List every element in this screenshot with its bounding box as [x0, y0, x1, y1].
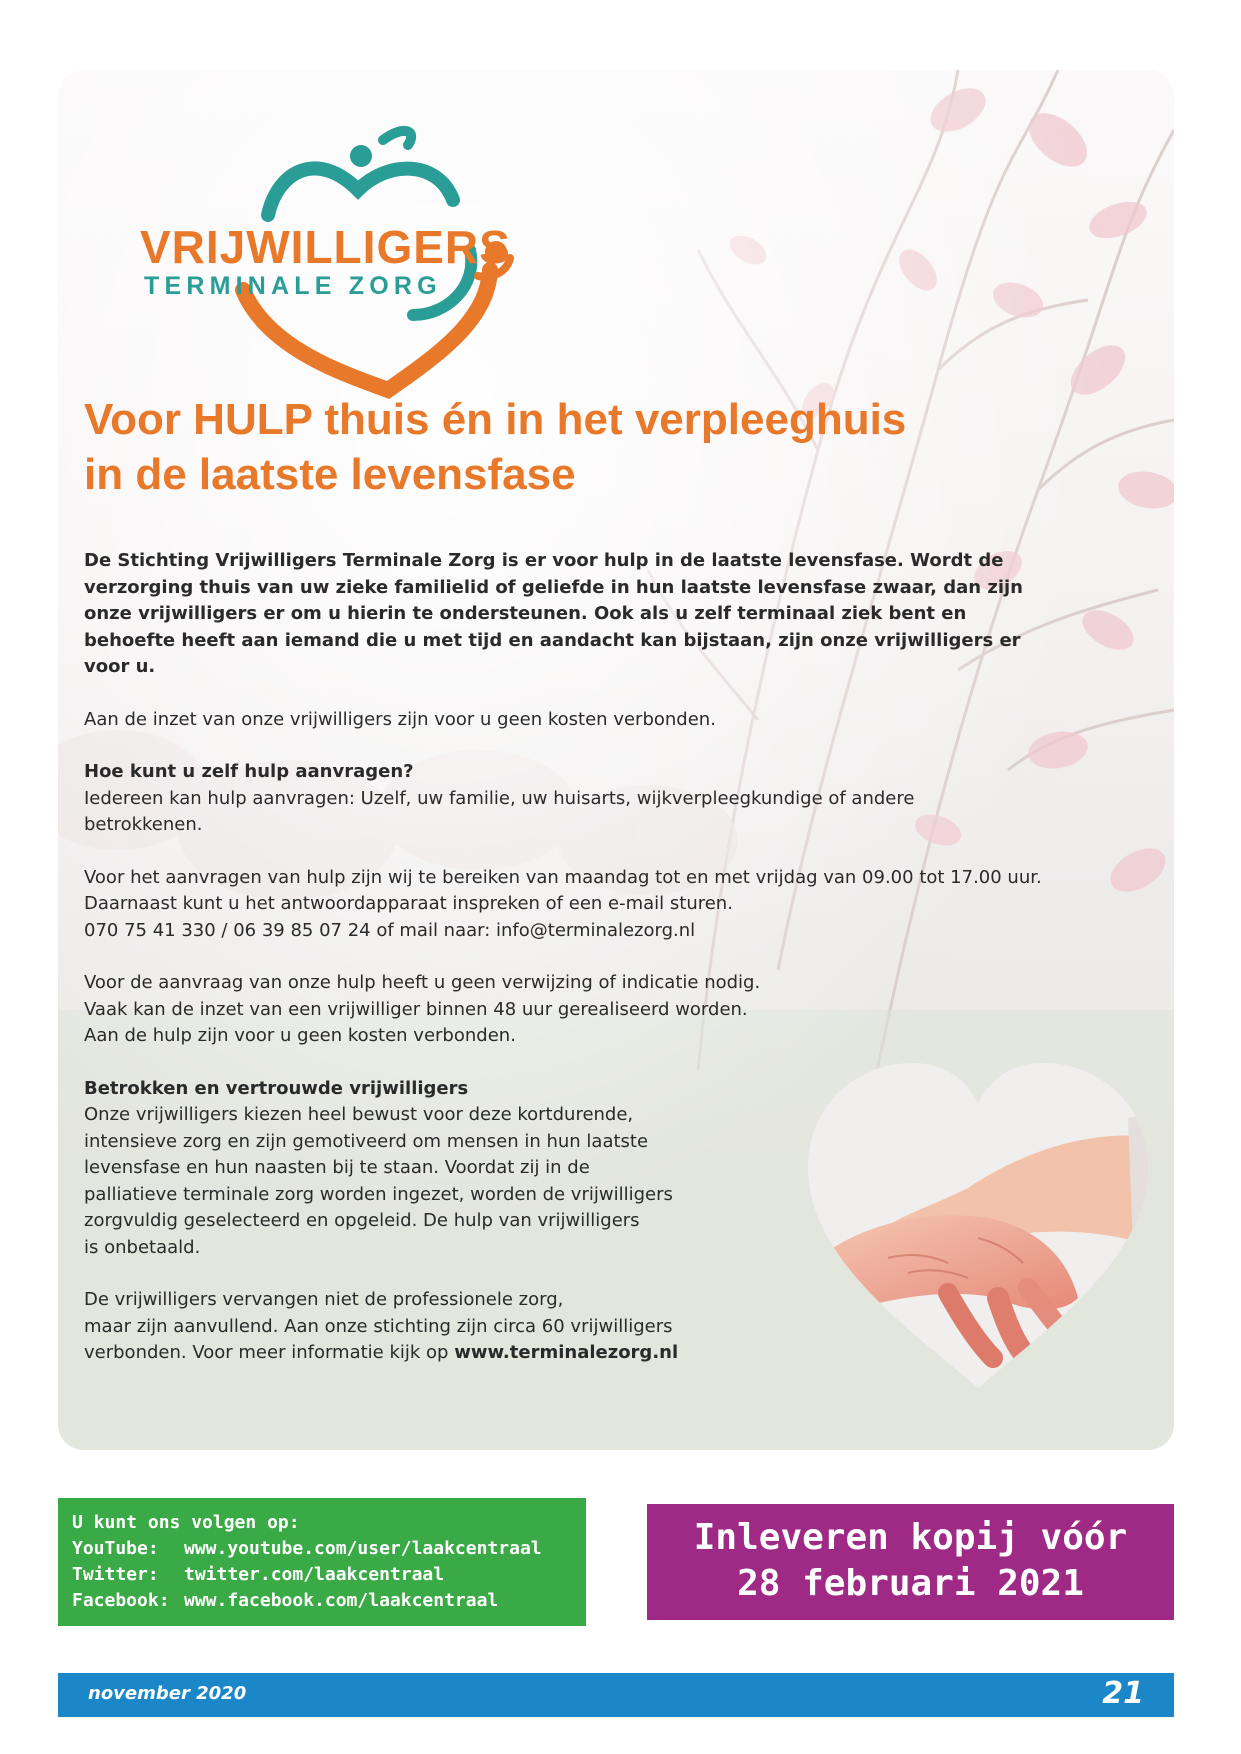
referral-line: Vaak kan de inzet van een vrijwilliger binnen 48 uur gerealiseerd worden.: [84, 998, 748, 1020]
twitter-link[interactable]: twitter.com/laakcentraal: [184, 1564, 445, 1585]
volunteers-line: levensfase en hun naasten bij te staan. Voordat zij in de: [84, 1157, 590, 1178]
logo-wordmark-secondary: TERMINALE ZORG: [144, 272, 442, 300]
intro-paragraph: [84, 548, 1144, 681]
volunteers-line: intensieve zorg en zijn gemotiveerd om mensen in hun laatste: [84, 1130, 649, 1152]
social-media-box: [58, 1498, 586, 1626]
social-label: Facebook:: [72, 1590, 170, 1611]
closing-line: maar zijn aanvullend. Aan onze stichting zijn circa 60 vrijwilligers: [84, 1315, 673, 1337]
social-row-facebook: [72, 1590, 498, 1611]
request-section: [84, 759, 1144, 839]
referral-paragraph: [84, 970, 1144, 1050]
logo: [118, 100, 548, 400]
referral-line: Aan de hulp zijn voor u geen kosten verbonden.: [84, 1025, 516, 1046]
logo-wordmark-primary: VRIJWILLIGERS: [140, 221, 511, 273]
main-panel: [58, 70, 1174, 1450]
headline-line-1: Voor HULP thuis én in het verpleeghuis: [84, 395, 907, 444]
intro-line: voor u.: [84, 656, 156, 677]
social-row-twitter: [72, 1564, 444, 1585]
contact-line: Voor het aanvragen van hulp zijn wij te bereiken van maandag tot en met vrijdag van 09.00 tot 17.00 uur.: [84, 866, 1042, 888]
social-row-youtube: [72, 1538, 542, 1559]
website-link[interactable]: www.terminalezorg.nl: [454, 1342, 679, 1363]
volunteers-line: is onbetaald.: [84, 1236, 201, 1258]
intro-line: onze vrijwilligers er om u hierin te ondersteunen. Ook als u zelf terminaal ziek bent en: [84, 603, 967, 624]
volunteers-line: Onze vrijwilligers kiezen heel bewust voor deze kortdurende,: [84, 1104, 634, 1125]
deadline-box: [647, 1504, 1174, 1620]
closing-prefix: verbonden. Voor meer informatie kijk op: [84, 1342, 455, 1363]
contact-line: Daarnaast kunt u het antwoordapparaat inspreken of een e-mail sturen.: [84, 893, 733, 914]
youtube-link[interactable]: www.youtube.com/user/laakcentraal: [184, 1538, 542, 1559]
referral-line: Voor de aanvraag van onze hulp heeft u geen verwijzing of indicatie nodig.: [84, 972, 761, 993]
volunteers-heading: Betrokken en vertrouwde vrijwilligers: [84, 1077, 469, 1099]
headline: [84, 392, 1154, 502]
costs-paragraph: Aan de inzet van onze vrijwilligers zijn voor u geen kosten verbonden.: [84, 708, 716, 730]
social-label: Twitter:: [72, 1564, 159, 1585]
social-label: YouTube:: [72, 1538, 159, 1559]
volunteers-line: zorgvuldig geselecteerd en opgeleid. De hulp van vrijwilligers: [84, 1210, 640, 1231]
social-title: U kunt ons volgen op:: [72, 1512, 300, 1533]
contact-paragraph: [84, 865, 1144, 945]
intro-line: verzorging thuis van uw zieke familielid of geliefde in hun laatste levensfase zwaar, dan zijn: [84, 576, 1023, 598]
contact-line: 070 75 41 330 / 06 39 85 07 24 of mail naar: info@terminalezorg.nl: [84, 919, 696, 941]
heart-hands-photo: [798, 1058, 1158, 1394]
deadline-line-1: Inleveren kopij vóór: [693, 1517, 1128, 1558]
request-line: betrokkenen.: [84, 814, 203, 835]
footer-date: november 2020: [88, 1683, 247, 1704]
footer-bar: [58, 1673, 1174, 1717]
closing-line: De vrijwilligers vervangen niet de professionele zorg,: [84, 1289, 564, 1310]
intro-line: behoefte heeft aan iemand die u met tijd en aandacht kan bijstaan, zijn onze vrijwilligers er: [84, 629, 1021, 651]
volunteers-line: palliatieve terminale zorg worden ingezet, worden de vrijwilligers: [84, 1183, 673, 1205]
facebook-link[interactable]: www.facebook.com/laakcentraal: [184, 1590, 499, 1611]
deadline-line-2: 28 februari 2021: [737, 1563, 1084, 1604]
request-heading: Hoe kunt u zelf hulp aanvragen?: [84, 761, 414, 782]
headline-line-2: in de laatste levensfase: [84, 450, 576, 499]
page-number: 21: [1102, 1676, 1144, 1711]
request-line: Iedereen kan hulp aanvragen: Uzelf, uw familie, uw huisarts, wijkverpleegkundige of andere: [84, 787, 915, 809]
intro-line: De Stichting Vrijwilligers Terminale Zorg is er voor hulp in de laatste levensfase. Wordt de: [84, 550, 1004, 571]
